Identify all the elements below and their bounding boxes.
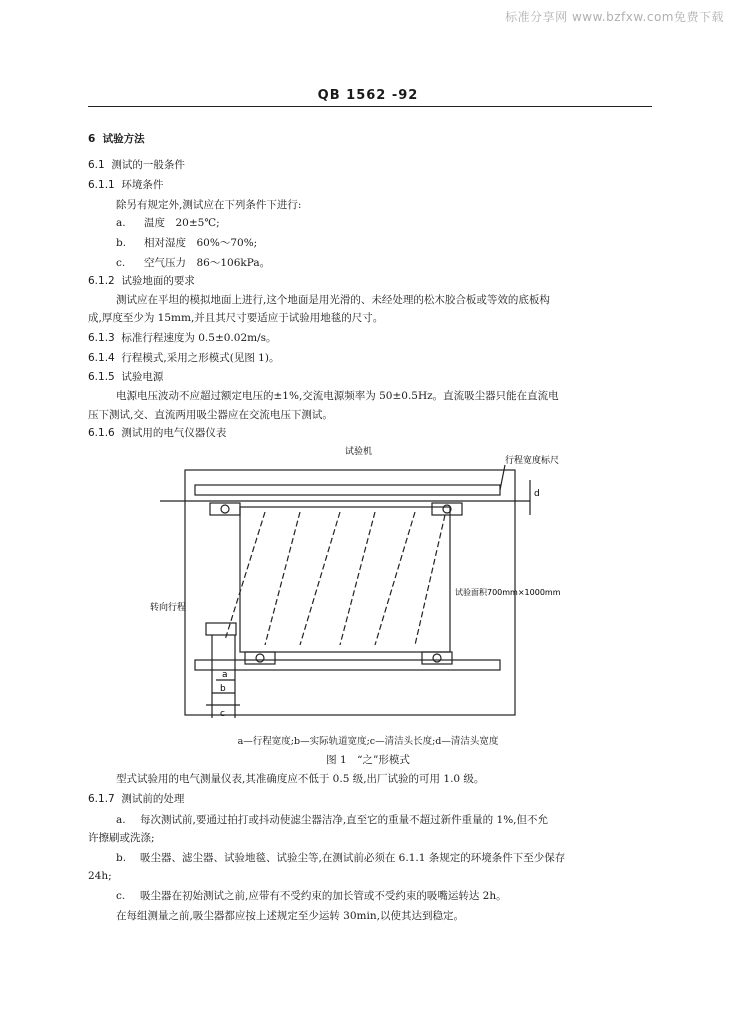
clause-6-1-7 xyxy=(88,791,184,807)
power-paragraph-line-2: 压下测试,交、直流两用吸尘器应在交流电压下测试。 xyxy=(88,409,333,421)
item-text: 吸尘器在初始测试之前,应带有不受约束的加长管或不受约束的吸嘴运转达 2h。 xyxy=(140,890,507,902)
clamp-top-left-pin xyxy=(221,505,229,513)
clause-number: 6.1.4 xyxy=(88,352,115,364)
dim-d-label: d xyxy=(534,489,540,499)
dim-c-label: c xyxy=(220,709,225,719)
clause-number: 6.1.2 xyxy=(88,275,115,287)
item-mark: b. xyxy=(116,852,127,864)
item-mark: b. xyxy=(116,237,127,249)
pretreat-final: 在每组测量之前,吸尘器都应按上述规定至少运转 30min,以使其达到稳定。 xyxy=(116,910,464,922)
clause-6-1-3 xyxy=(88,330,277,346)
clause-number: 6.1 xyxy=(88,159,105,171)
zigzag-4 xyxy=(340,512,375,645)
clause-number: 6.1.1 xyxy=(88,179,115,191)
site-watermark: 标准分享网 www.bzfxw.com免费下载 xyxy=(505,10,724,24)
clause-6-1-5 xyxy=(88,369,163,385)
pretreat-c xyxy=(116,888,507,904)
dim-a-label: a xyxy=(222,670,228,680)
standard-code-header: QB 1562 -92 xyxy=(317,88,419,103)
zigzag-6 xyxy=(415,515,445,645)
item-mark: a. xyxy=(116,814,126,826)
clause-number: 6.1.7 xyxy=(88,793,115,805)
clause-6-1 xyxy=(88,157,185,173)
clause-title: 试验电源 xyxy=(121,371,164,383)
zigzag-2 xyxy=(265,512,300,645)
figure-1-diagram xyxy=(150,440,590,740)
zigzag-5 xyxy=(375,512,415,645)
env-item-pressure xyxy=(116,255,270,271)
label-gauge: 行程宽度标尺 xyxy=(505,456,560,466)
clause-6-1-6 xyxy=(88,425,226,441)
section-title: 试验方法 xyxy=(102,133,145,145)
clause-title: 测试的一般条件 xyxy=(111,159,185,171)
section-number: 6 xyxy=(88,133,96,145)
env-item-temperature xyxy=(116,215,220,231)
zigzag-3 xyxy=(300,512,340,645)
clause-text: 行程模式,采用之形模式(见图 1)。 xyxy=(121,352,280,364)
item-mark: c. xyxy=(116,890,126,902)
item-mark: c. xyxy=(116,257,126,269)
dim-b-label: b xyxy=(220,684,226,694)
clause-title: 测试前的处理 xyxy=(121,793,185,805)
clamp-bottom-right-pin xyxy=(433,654,441,662)
clause-number: 6.1.3 xyxy=(88,332,115,344)
clause-6-1-4 xyxy=(88,350,279,366)
clause-title: 环境条件 xyxy=(121,179,164,191)
pretreat-a-line-2: 许擦刷或洗涤; xyxy=(88,832,155,844)
pretreat-a-line-1 xyxy=(116,812,548,828)
figure-caption: 图 1 “之”形模式 xyxy=(326,754,410,766)
floor-paragraph-line-2: 成,厚度至少为 15mm,并且其尺寸要适应于试验用地毯的尺寸。 xyxy=(88,312,384,324)
pretreat-b-line-2: 24h; xyxy=(88,870,112,882)
label-test-machine: 试验机 xyxy=(345,447,373,457)
item-text: 温度 20±5℃; xyxy=(144,217,220,229)
figure-legend: a—行程宽度;b—实际轨道宽度;c—清洁头长度;d—清洁头宽度 xyxy=(237,736,499,747)
header-rule xyxy=(88,106,652,107)
item-text: 吸尘器、滤尘器、试验地毯、试验尘等,在测试前必须在 6.1.1 条规定的环境条件下至少保存 xyxy=(140,852,566,864)
section-heading xyxy=(88,131,145,147)
clause-6-1-2 xyxy=(88,273,195,289)
clause-6-1-1 xyxy=(88,177,163,193)
clause-title: 测试用的电气仪器仪表 xyxy=(121,427,227,439)
upper-rail xyxy=(195,485,500,495)
clause-title: 试验地面的要求 xyxy=(121,275,195,287)
env-item-humidity xyxy=(116,235,257,251)
label-turning-stroke: 转向行程 xyxy=(150,603,187,613)
meter-paragraph: 型式试验用的电气测量仪表,其准确度应不低于 0.5 级,出厂试验的可用 1.0 级。 xyxy=(116,773,485,785)
environment-intro: 除另有规定外,测试应在下列条件下进行: xyxy=(116,199,302,211)
floor-paragraph-line-1: 测试应在平坦的模拟地面上进行,这个地面是用光滑的、未经处理的松木胶合板或等效的底板构 xyxy=(116,294,550,306)
item-mark: a. xyxy=(116,217,126,229)
zigzag-1 xyxy=(225,512,265,640)
gauge-leader xyxy=(500,465,505,490)
power-paragraph-line-1: 电源电压波动不应超过额定电压的±1%,交流电源频率为 50±0.5Hz。直流吸尘器只能在直流电 xyxy=(116,390,559,402)
clause-number: 6.1.6 xyxy=(88,427,115,439)
item-text: 空气压力 86～106kPa。 xyxy=(144,257,271,269)
item-text: 每次测试前,要通过拍打或抖动使滤尘器洁净,直至它的重量不超过新件重量的 1%,但不允 xyxy=(140,814,549,826)
cleaning-head xyxy=(206,623,236,635)
pretreat-b-line-1 xyxy=(116,850,565,866)
clamp-bottom-left-pin xyxy=(256,654,264,662)
item-text: 相对湿度 60%～70%; xyxy=(144,237,258,249)
label-test-area: 试验面积700mm×1000mm xyxy=(455,588,561,597)
lower-rail xyxy=(195,660,500,670)
clause-text: 标准行程速度为 0.5±0.02m/s。 xyxy=(121,332,277,344)
clause-number: 6.1.5 xyxy=(88,371,115,383)
